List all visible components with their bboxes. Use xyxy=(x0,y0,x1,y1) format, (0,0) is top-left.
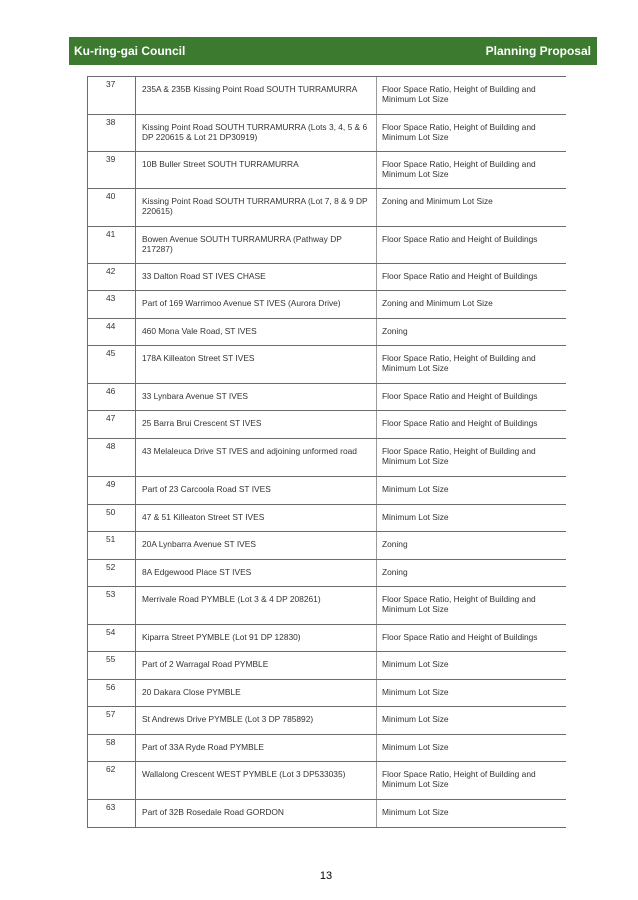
table-row xyxy=(88,291,567,319)
row-change: Minimum Lot Size xyxy=(377,477,567,505)
table-row xyxy=(88,115,567,152)
table-row xyxy=(88,439,567,477)
row-number: 37 xyxy=(88,77,136,115)
row-location: 460 Mona Vale Road, ST IVES xyxy=(136,319,377,346)
row-number: 63 xyxy=(88,800,136,828)
table-row xyxy=(88,800,567,828)
row-location: 25 Barra Brui Crescent ST IVES xyxy=(136,411,377,439)
table-row xyxy=(88,152,567,189)
table-row xyxy=(88,652,567,680)
row-change: Zoning xyxy=(377,319,567,346)
row-change: Floor Space Ratio, Height of Building and Minimum Lot Size xyxy=(377,115,567,152)
table-row xyxy=(88,227,567,264)
table-row xyxy=(88,346,567,384)
row-change: Minimum Lot Size xyxy=(377,652,567,680)
table-row xyxy=(88,560,567,587)
table-row xyxy=(88,707,567,735)
table-row xyxy=(88,384,567,411)
row-location: Part of 2 Warragal Road PYMBLE xyxy=(136,652,377,680)
row-location: Bowen Avenue SOUTH TURRAMURRA (Pathway DP 217287) xyxy=(136,227,377,264)
page-number: 13 xyxy=(319,870,333,882)
row-number: 43 xyxy=(88,291,136,319)
row-location: 10B Buller Street SOUTH TURRAMURRA xyxy=(136,152,377,189)
row-change: Floor Space Ratio, Height of Building and Minimum Lot Size xyxy=(377,152,567,189)
table-row xyxy=(88,319,567,346)
row-change: Floor Space Ratio and Height of Buildings xyxy=(377,384,567,411)
row-change: Minimum Lot Size xyxy=(377,680,567,707)
row-number: 62 xyxy=(88,762,136,800)
row-change: Floor Space Ratio and Height of Buildings xyxy=(377,227,567,264)
row-number: 53 xyxy=(88,587,136,625)
table-row xyxy=(88,735,567,762)
row-location: Kiparra Street PYMBLE (Lot 91 DP 12830) xyxy=(136,625,377,652)
row-number: 40 xyxy=(88,189,136,227)
row-change: Floor Space Ratio, Height of Building and Minimum Lot Size xyxy=(377,77,567,115)
row-number: 49 xyxy=(88,477,136,505)
row-change: Floor Space Ratio and Height of Buildings xyxy=(377,264,567,291)
row-number: 38 xyxy=(88,115,136,152)
table-row xyxy=(88,477,567,505)
row-location: Kissing Point Road SOUTH TURRAMURRA (Lots 3, 4, 5 & 6 DP 220615 & Lot 21 DP30919) xyxy=(136,115,377,152)
row-change: Floor Space Ratio and Height of Buildings xyxy=(377,411,567,439)
row-number: 44 xyxy=(88,319,136,346)
row-number: 48 xyxy=(88,439,136,477)
row-number: 47 xyxy=(88,411,136,439)
row-location: Part of 33A Ryde Road PYMBLE xyxy=(136,735,377,762)
row-change: Minimum Lot Size xyxy=(377,505,567,532)
row-location: St Andrews Drive PYMBLE (Lot 3 DP 785892) xyxy=(136,707,377,735)
row-number: 52 xyxy=(88,560,136,587)
row-number: 51 xyxy=(88,532,136,560)
table-row xyxy=(88,77,567,115)
row-change: Zoning xyxy=(377,532,567,560)
row-change: Floor Space Ratio, Height of Building and Minimum Lot Size xyxy=(377,762,567,800)
row-change: Zoning and Minimum Lot Size xyxy=(377,291,567,319)
row-number: 42 xyxy=(88,264,136,291)
table-row xyxy=(88,762,567,800)
row-number: 56 xyxy=(88,680,136,707)
table-row xyxy=(88,505,567,532)
row-location: Merrivale Road PYMBLE (Lot 3 & 4 DP 208261) xyxy=(136,587,377,625)
row-location: 235A & 235B Kissing Point Road SOUTH TURRAMURRA xyxy=(136,77,377,115)
row-location: Part of 169 Warrimoo Avenue ST IVES (Aurora Drive) xyxy=(136,291,377,319)
row-number: 45 xyxy=(88,346,136,384)
table-row xyxy=(88,264,567,291)
table-row xyxy=(88,587,567,625)
header-banner xyxy=(69,37,597,65)
row-location: 178A Killeaton Street ST IVES xyxy=(136,346,377,384)
row-number: 54 xyxy=(88,625,136,652)
row-change: Zoning and Minimum Lot Size xyxy=(377,189,567,227)
row-location: Part of 23 Carcoola Road ST IVES xyxy=(136,477,377,505)
table-row xyxy=(88,411,567,439)
row-number: 39 xyxy=(88,152,136,189)
row-number: 55 xyxy=(88,652,136,680)
row-location: 33 Dalton Road ST IVES CHASE xyxy=(136,264,377,291)
row-location: 8A Edgewood Place ST IVES xyxy=(136,560,377,587)
row-location: 43 Melaleuca Drive ST IVES and adjoining unformed road xyxy=(136,439,377,477)
row-change: Floor Space Ratio, Height of Building and Minimum Lot Size xyxy=(377,439,567,477)
row-change: Minimum Lot Size xyxy=(377,735,567,762)
table-row xyxy=(88,189,567,227)
row-location: Part of 32B Rosedale Road GORDON xyxy=(136,800,377,828)
row-number: 41 xyxy=(88,227,136,264)
row-change: Floor Space Ratio and Height of Buildings xyxy=(377,625,567,652)
row-change: Minimum Lot Size xyxy=(377,800,567,828)
row-number: 46 xyxy=(88,384,136,411)
row-number: 50 xyxy=(88,505,136,532)
row-change: Floor Space Ratio, Height of Building and Minimum Lot Size xyxy=(377,587,567,625)
row-location: 20 Dakara Close PYMBLE xyxy=(136,680,377,707)
sites-table xyxy=(87,76,566,828)
row-change: Minimum Lot Size xyxy=(377,707,567,735)
row-change: Zoning xyxy=(377,560,567,587)
table-row xyxy=(88,680,567,707)
row-location: Wallalong Crescent WEST PYMBLE (Lot 3 DP533035) xyxy=(136,762,377,800)
document-title: Planning Proposal xyxy=(485,44,591,58)
row-location: 33 Lynbara Avenue ST IVES xyxy=(136,384,377,411)
row-number: 57 xyxy=(88,707,136,735)
council-name: Ku-ring-gai Council xyxy=(74,44,186,58)
row-location: Kissing Point Road SOUTH TURRAMURRA (Lot 7, 8 & 9 DP 220615) xyxy=(136,189,377,227)
row-number: 58 xyxy=(88,735,136,762)
table-row xyxy=(88,625,567,652)
row-location: 47 & 51 Killeaton Street ST IVES xyxy=(136,505,377,532)
row-location: 20A Lynbarra Avenue ST IVES xyxy=(136,532,377,560)
row-change: Floor Space Ratio, Height of Building and Minimum Lot Size xyxy=(377,346,567,384)
table-row xyxy=(88,532,567,560)
